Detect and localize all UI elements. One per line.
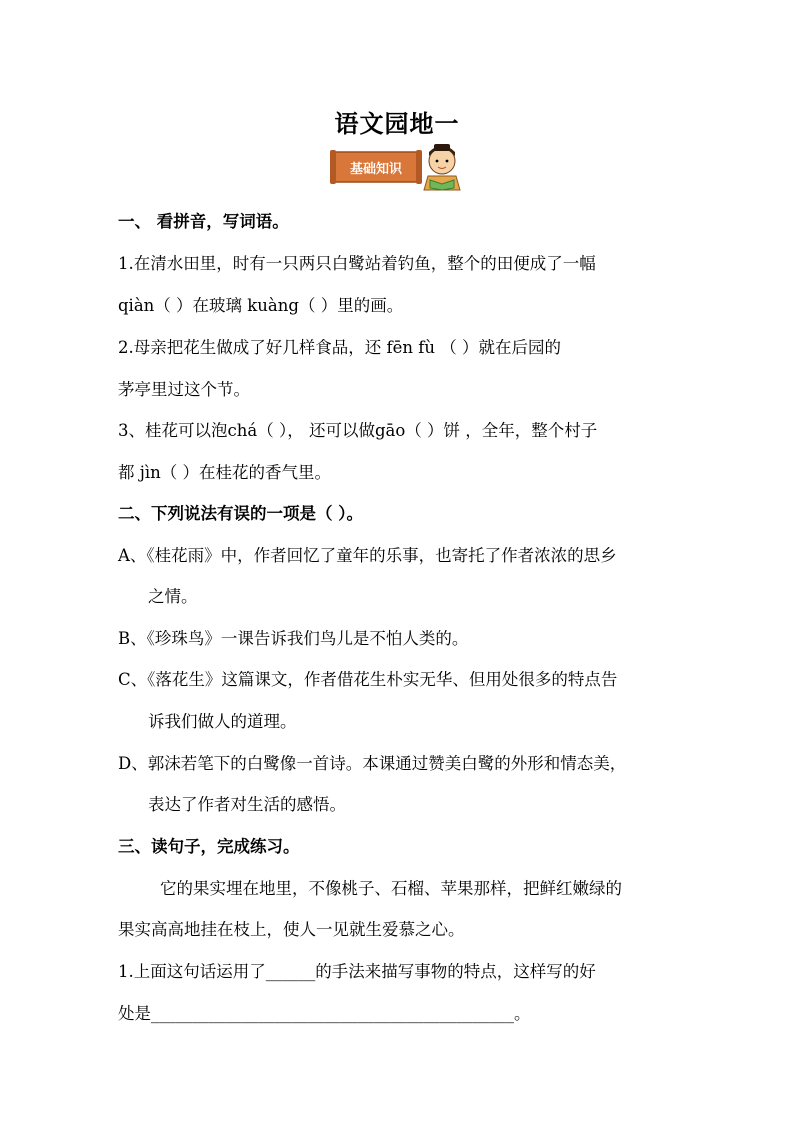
page-title: 语文园地一 — [334, 110, 460, 138]
s3-paragraph-line1: 它的果实埋在地里，不像桃子、石榴、苹果那样，把鲜红嫩绿的 — [160, 879, 622, 898]
basic-knowledge-badge — [330, 142, 466, 192]
s2-option-c-line1: C、《落花生》这篇课文，作者借花生朴实无华、但用处很多的特点告 — [118, 670, 618, 689]
s2-option-a-line1: A、《桂花雨》中，作者回忆了童年的乐事，也寄托了作者浓浓的思乡 — [118, 546, 617, 565]
s2-option-b: B、《珍珠鸟》一课告诉我们鸟儿是不怕人类的。 — [118, 629, 469, 648]
s1-q2-line1: 2.母亲把花生做成了好几样食品，还 fēn fù （ ）就在后园的 — [118, 338, 561, 357]
section2-heading: 二、下列说法有误的一项是（ ）。 — [118, 504, 363, 523]
s1-q3-line1: 3、桂花可以泡chá（ ）， 还可以做gāo（ ）饼 ，全年，整个村子 — [118, 421, 598, 440]
section3-heading: 三、读句子，完成练习。 — [118, 837, 300, 856]
badge-label: 基础知识 — [349, 162, 403, 177]
s1-q1-line2: qiàn（ ）在玻璃 kuàng（ ）里的画。 — [118, 296, 404, 315]
s3-paragraph-line2: 果实高高地挂在枝上，使人一见就生爱慕之心。 — [118, 920, 465, 939]
section1-heading: 一、 看拼音，写词语。 — [118, 212, 289, 231]
s1-q3-line2: 都 jìn（ ）在桂花的香气里。 — [118, 463, 332, 482]
s2-option-a-line2: 之情。 — [148, 587, 198, 606]
s3-q1-line2: 处是____________________________________________。 — [118, 1004, 531, 1023]
s1-q1-line1: 1.在清水田里，时有一只两只白鹭站着钓鱼，整个的田便成了一幅 — [118, 254, 596, 273]
s2-option-d-line1: D、郭沫若笔下的白鹭像一首诗。本课通过赞美白鹭的外形和情态美， — [118, 754, 627, 773]
s3-q1-line1: 1.上面这句话运用了______的手法来描写事物的特点，这样写的好 — [118, 962, 596, 981]
s2-option-c-line2: 诉我们做人的道理。 — [148, 712, 297, 731]
s2-option-d-line2: 表达了作者对生活的感悟。 — [148, 795, 346, 814]
child-reading-icon — [424, 144, 460, 190]
s1-q2-line2: 茅亭里过这个节。 — [118, 380, 250, 399]
